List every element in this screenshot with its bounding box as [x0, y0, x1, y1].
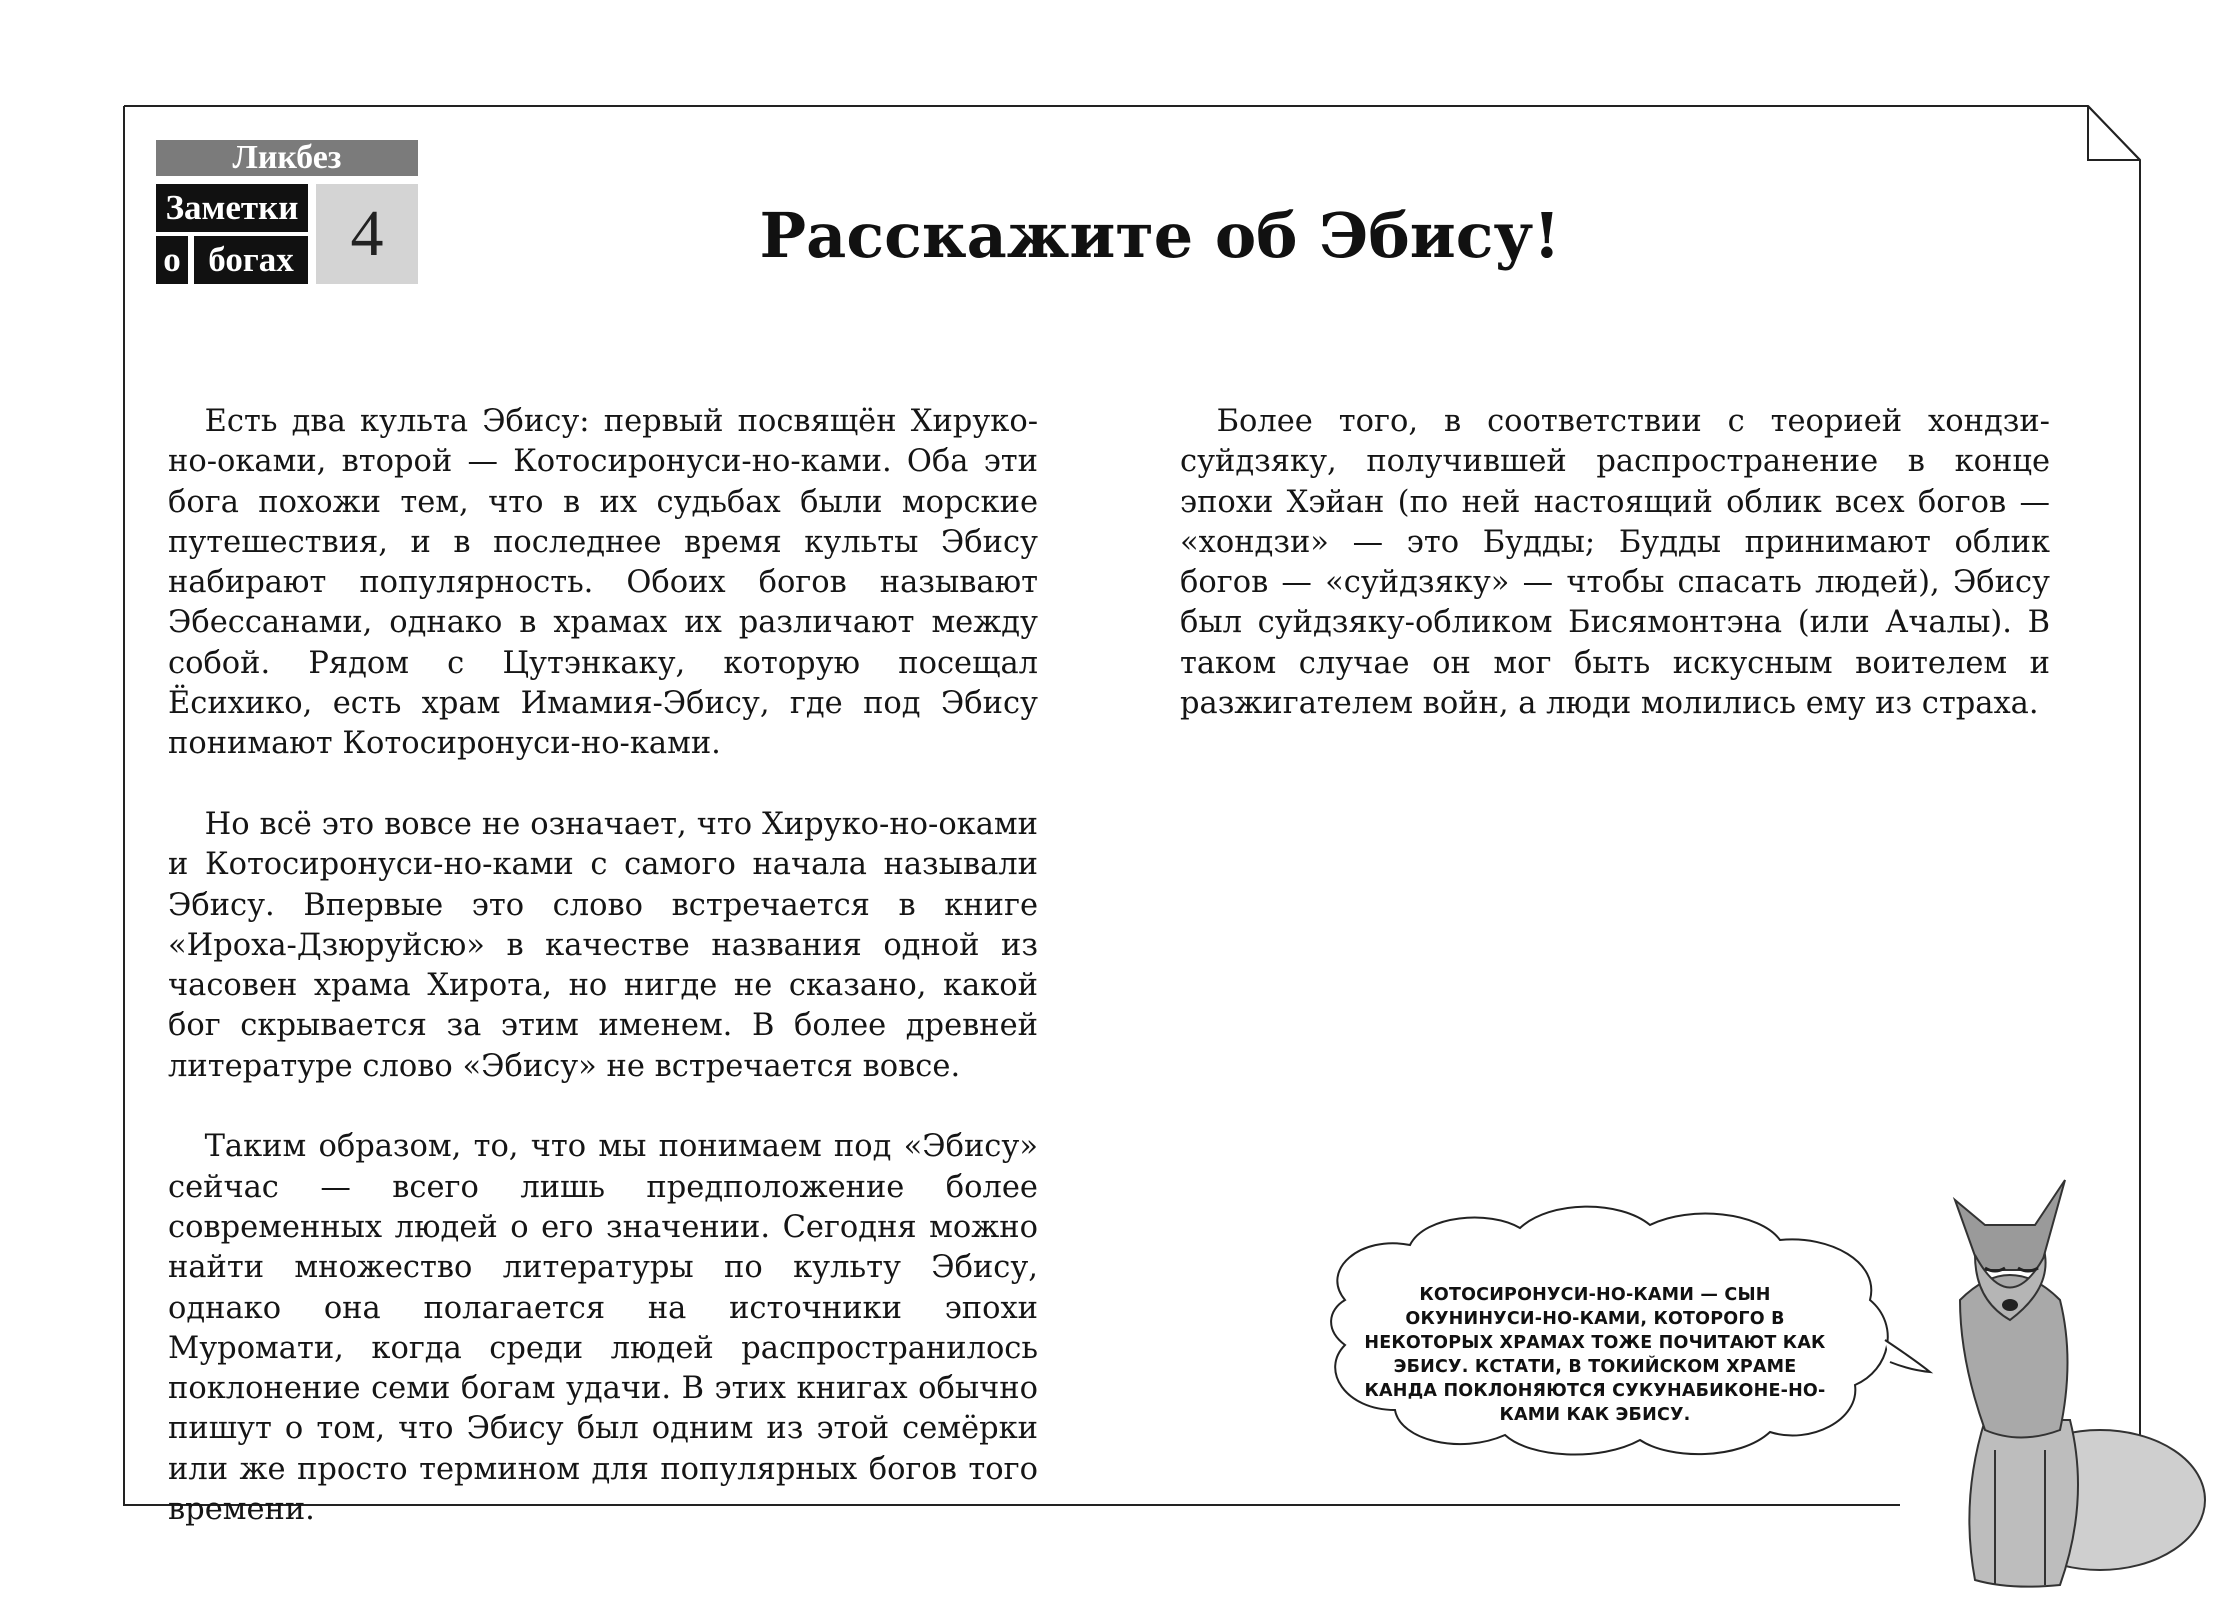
- speech-bubble-text: КОТОСИРОНУСИ-НО-КАМИ — СЫН ОКУНИНУСИ-НО-КАМИ, КОТОРОГО В НЕКОТОРЫХ ХРАМАХ ТОЖЕ ПОЧИТАЮТ КАК ЭБИСУ. КСТАТИ, В ТОКИЙСКОМ ХРАМЕ КАНДА ПОКЛОНЯЮТСЯ СУКУНАБИКОНЕ-НО-КАМИ КАК ЭБИСУ.: [1364, 1285, 1826, 1425]
- badge-series-label: Ликбез: [156, 140, 418, 176]
- badge-o-label: о: [156, 236, 188, 284]
- text-column-left: [168, 402, 1038, 1571]
- fox-illustration: [1955, 1180, 2205, 1587]
- badge-number: 4: [316, 184, 418, 284]
- paragraph: Таким образом, то, что мы понимаем под «Эбису» сейчас — всего лишь предположение более современных людей о его значении. Сегодня можно найти множество литературы по культу Эбису, однако она полагается на источники эпохи Муромати, когда среди людей распространилось поклонение семи богам удачи. В этих книгах обычно пишут о том, что Эбису был одним из этой семёрки или же просто термином для популярных богов того времени.: [168, 1129, 1038, 1528]
- paragraph: Но всё это вовсе не означает, что Хируко-но-оками и Котосиронуси-но-ками с самого начала называли Эбису. Впервые это слово встречается в книге «Ироха-Дзюруйсю» в качестве названия одной из часовен храма Хирота, но нигде не сказано, какой бог скрывается за этим именем. В более древней литературе слово «Эбису» не встречается вовсе.: [168, 806, 1038, 1084]
- paragraph: Более того, в соответствии с теорией хондзи-суйдзяку, получившей распространение в конце эпохи Хэйан (по ней настоящий облик всех богов — «хондзи» — это Будды; Будды принимают облик богов — «суйдзяку» — чтобы спасать людей), Эбису был суйдзяку-обликом Бисямонтэна (или Ачалы). В таком случае он мог быть искусным воителем и разжигателем войн, а люди молились ему из страха.: [1180, 404, 2050, 722]
- paragraph: Есть два культа Эбису: первый посвящён Хируко-но-оками, второй — Котосиронуси-но-ками. Оба эти бога похожи тем, что в их судьбах были морские путешествия, и в последнее время культы Эбису набирают популярность. Обоих богов называют Эбессанами, однако в храмах их различают между собой. Рядом с Цутэнкаку, которую посещал Ёсихико, есть храм Имамия-Эбису, где под Эбису понимают Котосиронуси-но-ками.: [168, 404, 1038, 762]
- badge-notes-label: Заметки: [156, 184, 308, 232]
- page-title: Расскажите об Эбису!: [759, 199, 1561, 272]
- badge-gods-label: богах: [194, 236, 308, 284]
- text-column-right: [1180, 402, 2050, 765]
